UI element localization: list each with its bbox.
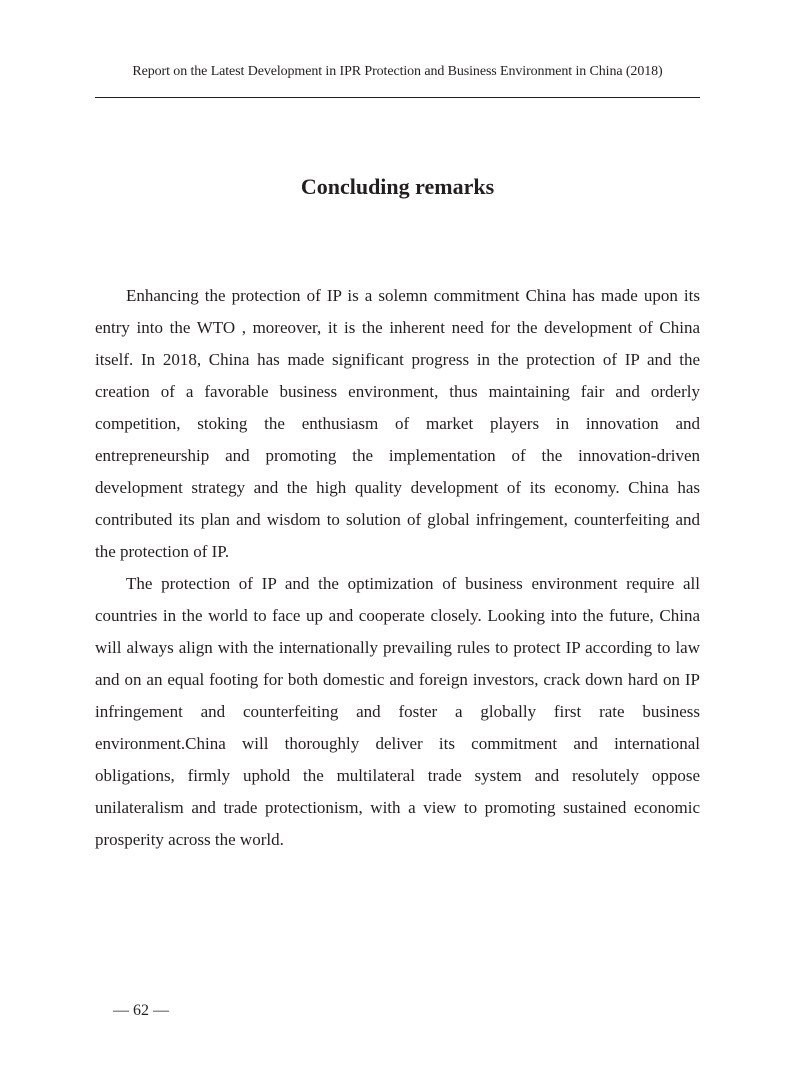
body-paragraph-1: Enhancing the protection of IP is a solemn commitment China has made upon its entry into the WTO , moreover, it is the inherent need for the development of China itself. In 2018, China has made significant progress in the protection of IP and the creation of a favorable business environment, thus maintaining fair and orderly competition, stoking the enthusiasm of market players in innovation and entrepreneurship and promoting the implementation of the innovation-driven development strategy and the high quality development of its economy. China has contributed its plan and wisdom to solution of global infringement, counterfeiting and the protection of IP. — [95, 286, 700, 561]
running-header: Report on the Latest Development in IPR Protection and Business Environment in China (2018) — [132, 64, 663, 79]
chapter-title: Concluding remarks — [300, 174, 495, 199]
body-paragraph-2: The protection of IP and the optimization of business environment require all countries in the world to face up and cooperate closely. Looking into the future, China will always align with the internationally prevailing rules to protect IP according to law and on an equal footing for both domestic and foreign investors, crack down hard on IP infringement and counterfeiting and foster a globally first rate business environment.China will thoroughly deliver its commitment and international obligations, firmly uphold the multilateral trade system and resolutely oppose unilateralism and trade protectionism, with a view to promoting sustained economic prosperity across the world. — [95, 574, 700, 849]
page-number: — 62 — — [113, 1002, 169, 1019]
header-divider — [95, 97, 700, 98]
body-text — [95, 280, 700, 856]
